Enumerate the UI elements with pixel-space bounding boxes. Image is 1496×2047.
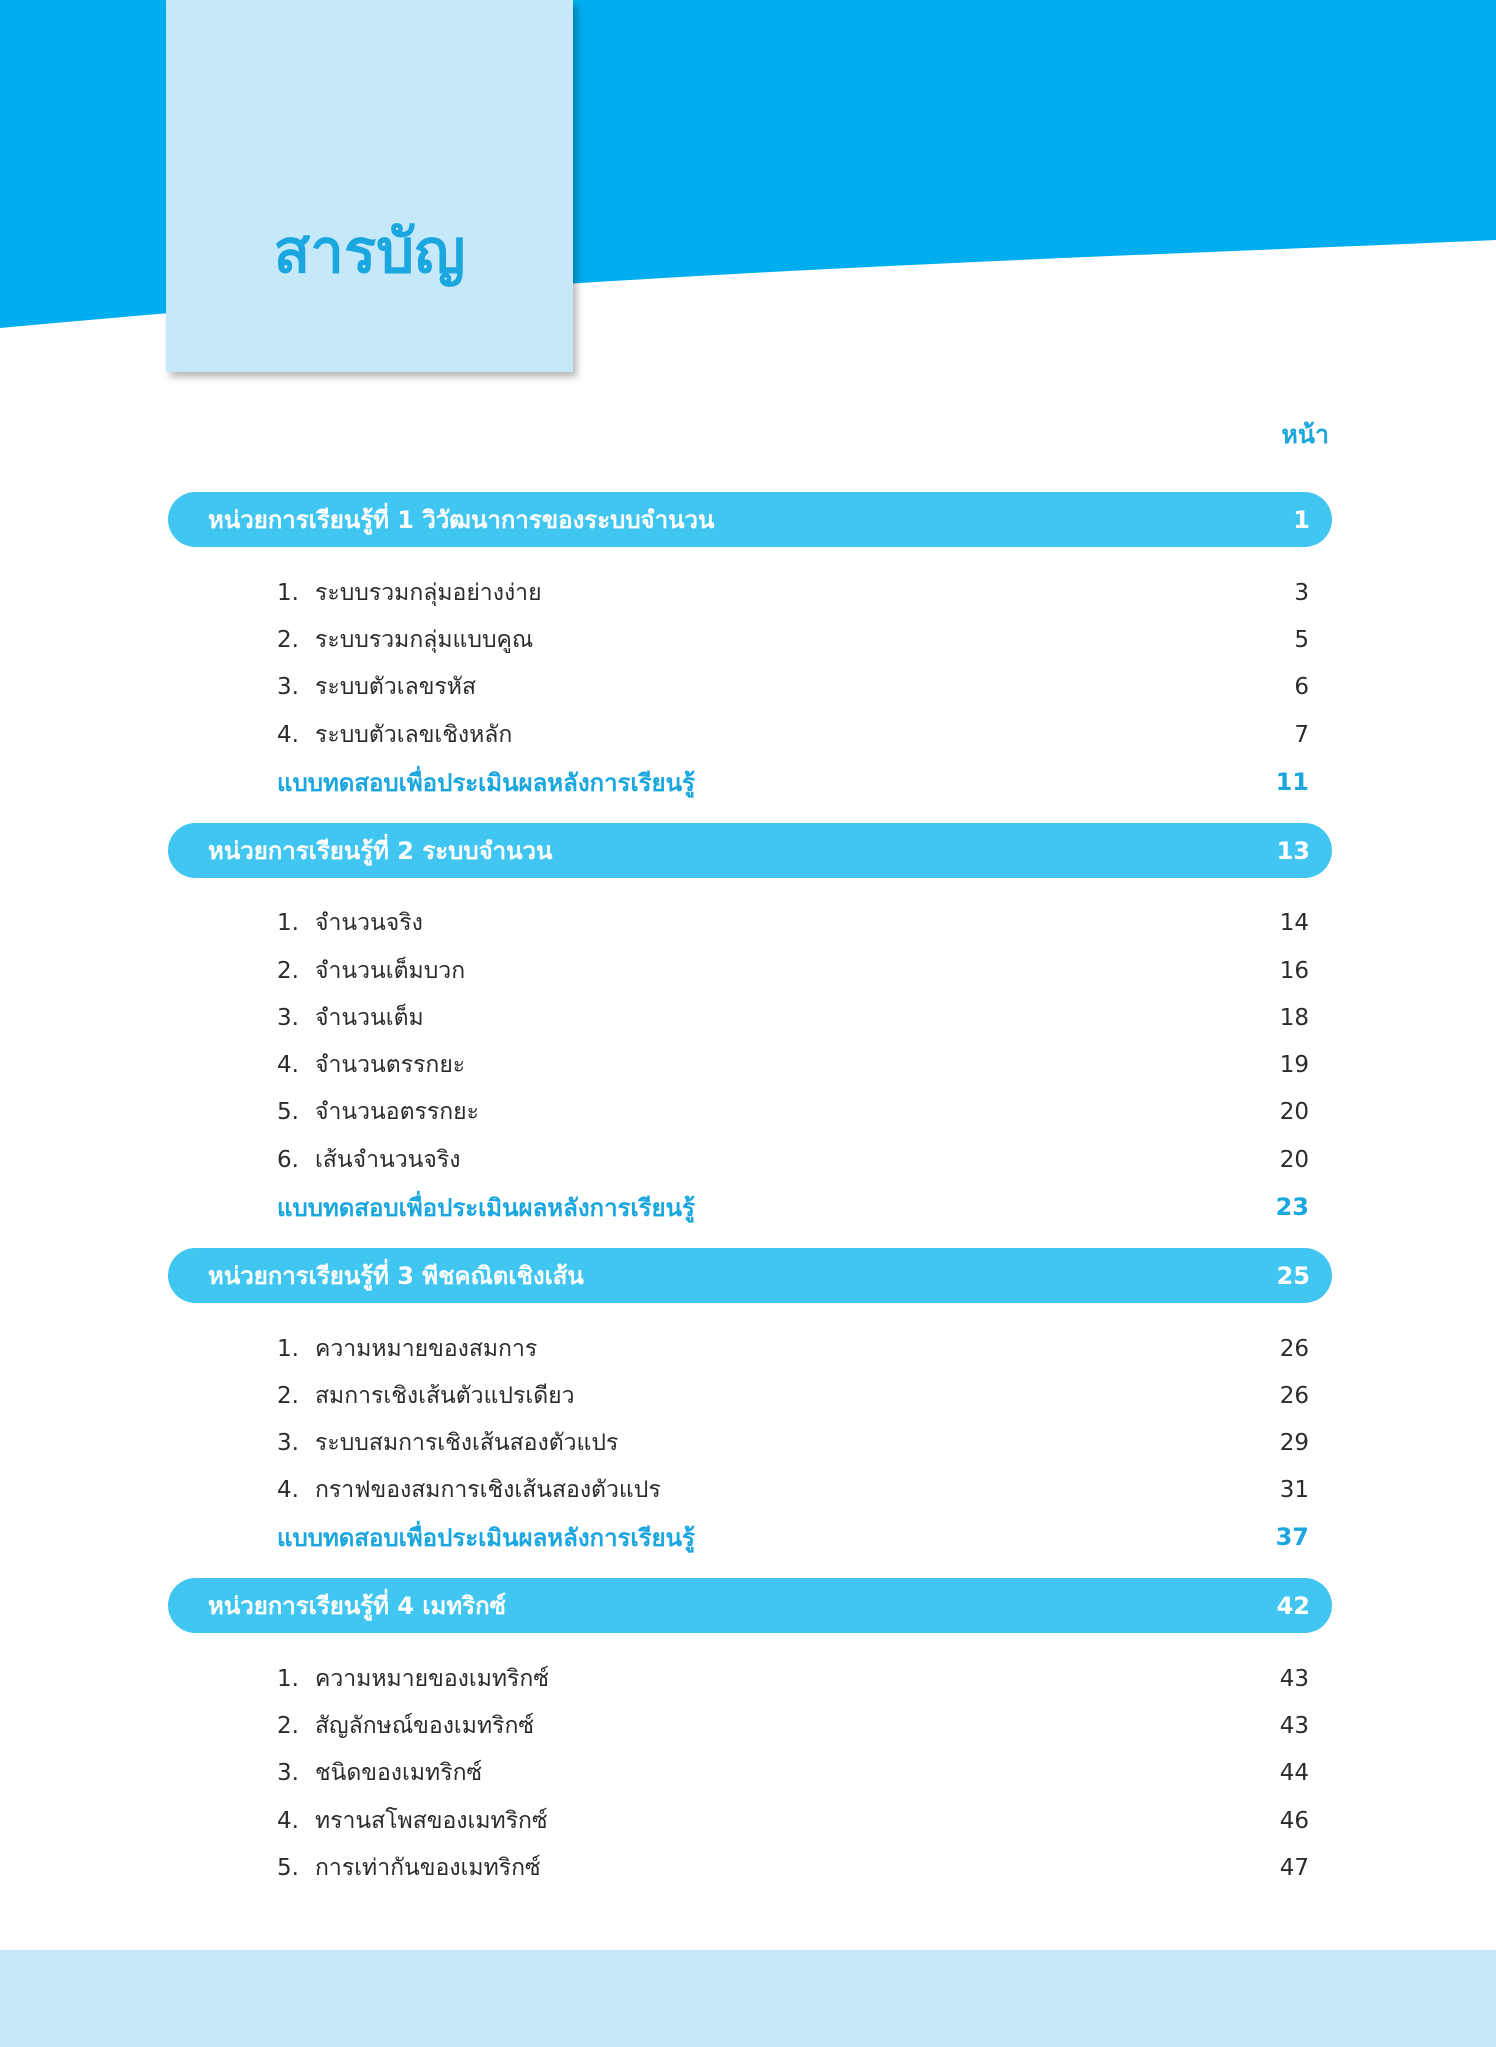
page-title: สารบัญ <box>273 217 466 287</box>
item-title: ทรานสโพสของเมทริกซ์ <box>315 1808 548 1834</box>
item-number: 3. <box>277 1005 299 1031</box>
item-title: ระบบสมการเชิงเส้นสองตัวแปร <box>315 1430 619 1456</box>
item-page: 23 <box>1275 1193 1309 1221</box>
unit-title: หน่วยการเรียนรู้ที่ 1 วิวัฒนาการของระบบจำนวน <box>208 506 715 534</box>
unit-header-2[interactable] <box>168 823 1332 878</box>
item-page: 31 <box>1279 1477 1309 1503</box>
toc-item[interactable] <box>277 667 1309 707</box>
item-page: 43 <box>1279 1713 1309 1739</box>
item-page: 47 <box>1279 1855 1309 1881</box>
item-number: 3. <box>277 1430 299 1456</box>
toc-item[interactable] <box>277 998 1309 1038</box>
item-number: 2. <box>277 627 299 653</box>
item-page: 37 <box>1275 1523 1309 1551</box>
item-title: สมการเชิงเส้นตัวแปรเดียว <box>315 1383 575 1409</box>
item-number: 2. <box>277 1383 299 1409</box>
item-page: 3 <box>1294 580 1309 606</box>
item-title: แบบทดสอบเพื่อประเมินผลหลังการเรียนรู้ <box>277 1193 695 1222</box>
item-number: 5. <box>277 1855 299 1881</box>
toc-item[interactable] <box>277 1470 1309 1510</box>
toc-item[interactable] <box>277 620 1309 660</box>
item-number: 4. <box>277 722 299 748</box>
item-title: จำนวนอตรรกยะ <box>315 1099 479 1125</box>
item-title: เส้นจำนวนจริง <box>315 1147 461 1173</box>
item-page: 7 <box>1294 722 1309 748</box>
page-column-label: หน้า <box>1281 420 1329 449</box>
item-title: จำนวนตรรกยะ <box>315 1052 466 1078</box>
toc-item[interactable] <box>277 1848 1309 1888</box>
toc-test-item[interactable] <box>277 762 1309 802</box>
item-page: 16 <box>1279 958 1309 984</box>
unit-page: 1 <box>1293 505 1310 534</box>
toc-item[interactable] <box>277 1659 1309 1699</box>
footer-band <box>0 1950 1496 2047</box>
item-title: แบบทดสอบเพื่อประเมินผลหลังการเรียนรู้ <box>277 768 695 797</box>
item-number: 1. <box>277 910 299 936</box>
item-title: การเท่ากันของเมทริกซ์ <box>315 1855 541 1881</box>
item-title: ความหมายของสมการ <box>315 1336 538 1362</box>
unit-title: หน่วยการเรียนรู้ที่ 2 ระบบจำนวน <box>208 837 553 865</box>
toc-item[interactable] <box>277 1045 1309 1085</box>
item-page: 20 <box>1279 1099 1309 1125</box>
item-number: 3. <box>277 674 299 700</box>
toc-item[interactable] <box>277 573 1309 613</box>
toc-item[interactable] <box>277 903 1309 943</box>
toc-item[interactable] <box>277 1329 1309 1369</box>
item-page: 26 <box>1279 1383 1309 1409</box>
toc-item[interactable] <box>277 715 1309 755</box>
item-page: 43 <box>1279 1666 1309 1692</box>
toc-item[interactable] <box>277 1092 1309 1132</box>
item-title: จำนวนเต็มบวก <box>315 958 466 984</box>
item-page: 29 <box>1279 1430 1309 1456</box>
unit-header-3[interactable] <box>168 1248 1332 1303</box>
item-title: ระบบรวมกลุ่มอย่างง่าย <box>315 580 542 606</box>
item-page: 26 <box>1279 1336 1309 1362</box>
toc-item[interactable] <box>277 1706 1309 1746</box>
unit-header-1[interactable] <box>168 492 1332 547</box>
item-number: 4. <box>277 1808 299 1834</box>
item-title: ระบบตัวเลขรหัส <box>315 674 476 700</box>
item-page: 6 <box>1294 674 1309 700</box>
toc-test-item[interactable] <box>277 1187 1309 1227</box>
toc-item[interactable] <box>277 1801 1309 1841</box>
unit-page: 42 <box>1276 1591 1310 1620</box>
item-number: 2. <box>277 1713 299 1739</box>
toc-item[interactable] <box>277 1423 1309 1463</box>
item-title: ระบบตัวเลขเชิงหลัก <box>315 722 513 748</box>
title-box <box>166 0 573 372</box>
item-page: 44 <box>1279 1760 1309 1786</box>
item-page: 20 <box>1279 1147 1309 1173</box>
item-title: จำนวนจริง <box>315 910 423 936</box>
item-number: 4. <box>277 1052 299 1078</box>
item-title: แบบทดสอบเพื่อประเมินผลหลังการเรียนรู้ <box>277 1523 695 1552</box>
item-title: จำนวนเต็ม <box>315 1005 424 1031</box>
item-number: 6. <box>277 1147 299 1173</box>
item-title: ระบบรวมกลุ่มแบบคูณ <box>315 627 534 653</box>
unit-title: หน่วยการเรียนรู้ที่ 3 พีชคณิตเชิงเส้น <box>208 1262 584 1290</box>
item-number: 5. <box>277 1099 299 1125</box>
unit-page: 25 <box>1276 1261 1310 1290</box>
item-page: 14 <box>1279 910 1309 936</box>
item-title: ความหมายของเมทริกซ์ <box>315 1666 549 1692</box>
item-page: 19 <box>1279 1052 1309 1078</box>
item-number: 2. <box>277 958 299 984</box>
item-page: 5 <box>1294 627 1309 653</box>
item-title: สัญลักษณ์ของเมทริกซ์ <box>315 1713 534 1739</box>
unit-page: 13 <box>1276 836 1310 865</box>
item-number: 1. <box>277 1666 299 1692</box>
item-number: 1. <box>277 580 299 606</box>
unit-header-4[interactable] <box>168 1578 1332 1633</box>
item-page: 18 <box>1279 1005 1309 1031</box>
toc-item[interactable] <box>277 1140 1309 1180</box>
toc-item[interactable] <box>277 951 1309 991</box>
item-page: 46 <box>1279 1808 1309 1834</box>
item-number: 3. <box>277 1760 299 1786</box>
toc-item[interactable] <box>277 1376 1309 1416</box>
item-number: 4. <box>277 1477 299 1503</box>
toc-item[interactable] <box>277 1753 1309 1793</box>
toc-test-item[interactable] <box>277 1517 1309 1557</box>
item-title: กราฟของสมการเชิงเส้นสองตัวแปร <box>315 1477 661 1503</box>
item-number: 1. <box>277 1336 299 1362</box>
item-page: 11 <box>1275 768 1309 796</box>
item-title: ชนิดของเมทริกซ์ <box>315 1760 483 1786</box>
unit-title: หน่วยการเรียนรู้ที่ 4 เมทริกซ์ <box>208 1592 506 1620</box>
